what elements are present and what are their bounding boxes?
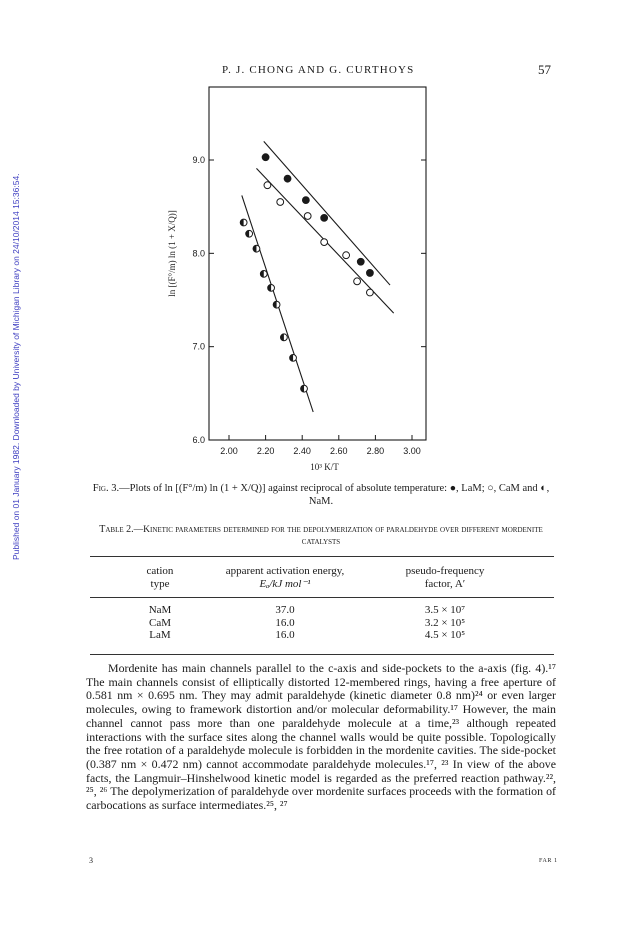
header-cation-line1: cation (146, 565, 174, 577)
marker-lam (262, 154, 269, 161)
y-tick-label: 6.0 (192, 435, 205, 445)
open-circle (343, 252, 350, 259)
table-row (90, 629, 554, 642)
marker-nam (290, 354, 297, 361)
cell-energy: 37.0 (275, 604, 295, 616)
x-tick-label: 2.80 (366, 446, 385, 456)
table-bottom-rule (90, 654, 554, 655)
marker-cam (304, 213, 311, 220)
filled-circle (321, 214, 328, 221)
x-axis-label: 10³ K/T (310, 462, 339, 472)
header-activation-energy (210, 565, 360, 591)
marker-cam (343, 252, 350, 259)
x-tick-label: 3.00 (403, 446, 421, 456)
cell-factor: 3.5 × 10⁷ (424, 604, 466, 616)
plot-frame (209, 87, 426, 440)
marker-lam (367, 270, 374, 277)
signature-right: FAR 1 (539, 858, 558, 864)
x-tick-label: 2.60 (330, 446, 348, 456)
header-energy-line2: Eₐ/kJ mol⁻¹ (259, 578, 311, 590)
figure-caption (86, 482, 556, 508)
marker-lam (302, 197, 309, 204)
cell-cation: LaM (149, 629, 171, 641)
open-circle (321, 239, 328, 246)
running-head-authors: P. J. CHONG AND G. CURTHOYS (222, 64, 415, 76)
filled-circle (357, 258, 364, 265)
y-axis-label: ln [(F°/m) ln (1 + X/Q)] (167, 210, 177, 297)
x-tick-label: 2.20 (256, 446, 275, 456)
open-circle (264, 182, 271, 189)
marker-nam (253, 245, 260, 252)
marker-nam (280, 334, 287, 341)
marker-nam (246, 230, 253, 237)
open-circle (354, 278, 361, 285)
y-tick-label: 8.0 (192, 248, 205, 259)
cell-energy: 16.0 (275, 616, 295, 629)
filled-circle (367, 270, 374, 277)
cell-factor: 4.5 × 10⁵ (424, 629, 466, 641)
signature-left: 3 (89, 856, 93, 865)
cell-energy: 16.0 (275, 629, 295, 641)
marker-cam (264, 182, 271, 189)
open-circle (277, 199, 284, 206)
page-number: 57 (538, 62, 551, 77)
marker-nam (273, 301, 280, 308)
marker-nam (260, 270, 267, 277)
marker-nam (301, 385, 308, 392)
cell-factor: 3.2 × 10⁵ (424, 616, 466, 629)
y-tick-label: 9.0 (192, 155, 205, 165)
open-circle (304, 213, 311, 220)
header-cation-line2: type (150, 578, 170, 590)
marker-lam (284, 175, 291, 182)
marker-cam (277, 199, 284, 206)
marker-cam (321, 239, 328, 246)
kinetic-parameters-table (90, 556, 554, 655)
marker-cam (367, 289, 374, 296)
filled-circle (302, 197, 309, 204)
header-frequency-line2: factor, A′ (424, 578, 466, 590)
table-title-text: —Kinetic parameters determined for the depolymerization of paraldehyde over different mordenite catalysts (133, 525, 543, 547)
page-footer (0, 856, 627, 868)
marker-lam (321, 214, 328, 221)
table-row (90, 617, 554, 630)
filled-circle (284, 175, 291, 182)
table-row (90, 604, 554, 617)
y-tick-label: 7.0 (192, 341, 205, 352)
table-title-lead: Table 2. (99, 524, 134, 535)
x-tick-label: 2.40 (293, 446, 311, 456)
table-header (90, 557, 554, 597)
x-tick-label: 2.00 (220, 446, 238, 456)
open-circle (367, 289, 374, 296)
fit-line-lam (264, 141, 390, 285)
table-body (90, 598, 554, 654)
marker-lam (357, 258, 364, 265)
body-text (86, 662, 556, 813)
figure-caption-text: —Plots of ln [(F°/m) ln (1 + X/Q)] against reciprocal of absolute temperature: ●, LaM; ○, CaM and ◐, NaM. (119, 483, 550, 507)
filled-circle (262, 154, 269, 161)
header-energy-line1: apparent activation energy, (225, 565, 345, 577)
header-frequency-line1: pseudo-frequency (405, 565, 485, 577)
cell-cation: CaM (149, 616, 171, 629)
body-paragraph: Mordenite has main channels parallel to the c-axis and side-pockets to the a-axis (fig. 4).¹⁷ The main channels consist of elliptically distorted 12-membered rings, having a free aperture of 0.581 nm × 0.695 nm. They may admit paraldehyde (kinetic diameter 0.8 nm)²⁴ or even larger molecules, owing to framework distortion and/or molecular deformability.¹⁷ However, the main channel cannot pass more than one paraldehyde molecule at a time,²³ although repeated interactions with the surface sites along the channel walls would be quite possible. Topologically the free rotation of a paraldehyde molecule is forbidden in the mordenite cavities. The side-pocket (0.387 nm × 0.472 nm) cannot accommodate paraldehyde molecules.¹⁷, ²³ In view of the above facts, the Langmuir–Hinshelwood kinetic model is regarded as the preferred reaction pathway.²², ²⁵, ²⁶ The depolymerization of paraldehyde over mordenite surfaces proceeds with the formation of carbocations as surface intermediates.²⁵, ²⁷ (86, 661, 556, 813)
marker-nam (268, 284, 275, 291)
table-title (86, 524, 556, 548)
header-frequency-factor (380, 565, 510, 591)
header-cation (120, 565, 200, 591)
marker-cam (354, 278, 361, 285)
cell-cation: NaM (148, 604, 172, 616)
watermark-text: Published on 01 January 1982. Downloaded by University of Michigan Library on 24/10/2014 15:36:54. (11, 173, 21, 560)
marker-nam (240, 219, 247, 226)
figure-caption-lead: Fig. 3. (92, 483, 120, 494)
